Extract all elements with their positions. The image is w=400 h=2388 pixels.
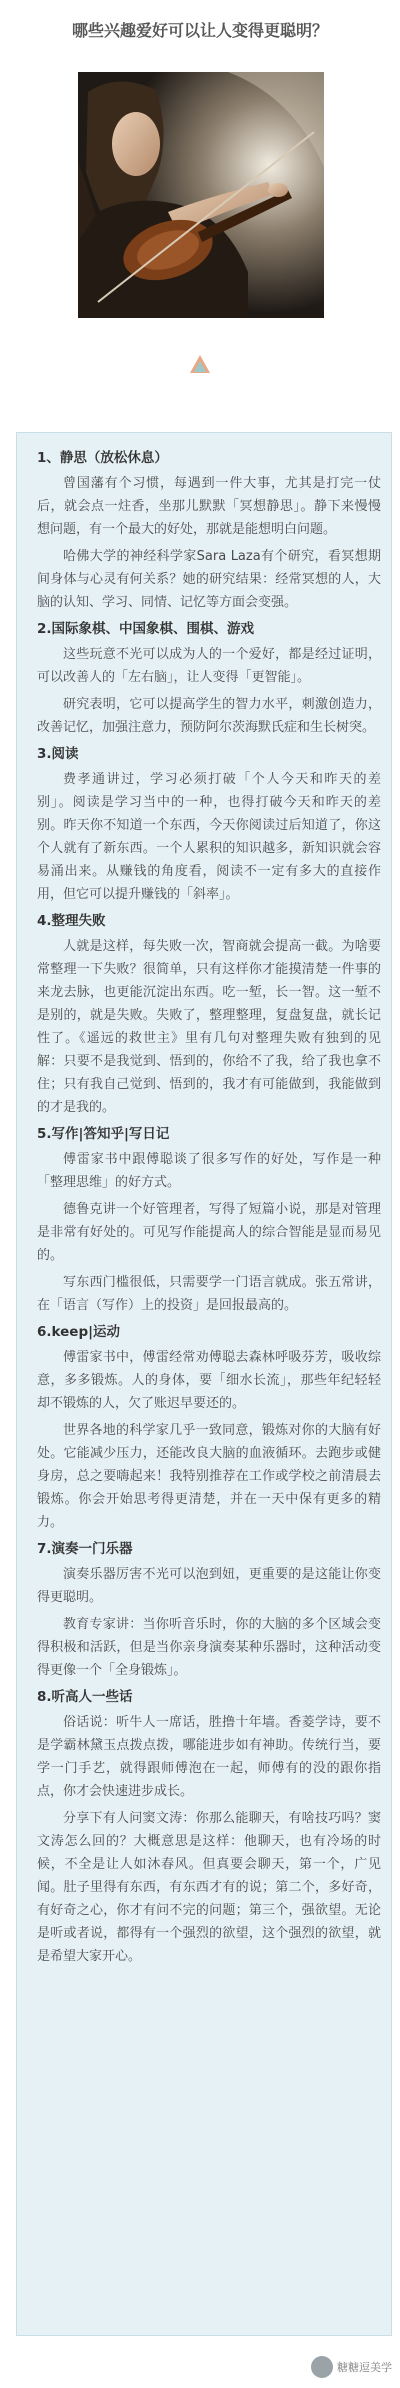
section-heading: 1、静思（放松休息） (37, 450, 168, 466)
section-paragraph: 写东西门槛很低，只需要学一门语言就成。张五常讲，在「语言（写作）上的投资」是回报最高的。 (37, 1275, 381, 1313)
section-reading (37, 743, 381, 906)
section-paragraph: 研究表明，它可以提高学生的智力水平，刺激创造力，改善记忆，加强注意力，预防阿尔茨海默氏症和生长树突。 (37, 697, 381, 735)
section-paragraph: 分享下有人问窦文涛：你那么能聊天，有啥技巧吗？窦文涛怎么回的？大概意思是这样：他聊天，也有冷场的时候，不全是让人如沐春风。但真要会聊天，第一个，广见闻。肚子里得有东西，有东西才有的说；第二个，多好奇，有好奇之心，你才有问不完的问题；第三个，强欲望。无论是听或者说，都得有一个强烈的欲望，这个强烈的欲望，就是希望大家开心。 (37, 1811, 381, 1964)
content-card (16, 432, 392, 2336)
wechat-logo-icon (311, 2356, 333, 2378)
section-paragraph: 这些玩意不光可以成为人的一个爱好，都是经过证明，可以改善人的「左右脑」，让人变得「更智能」。 (37, 647, 381, 685)
section-paragraph: 人就是这样，每失败一次，智商就会提高一截。为啥要常整理一下失败？很简单，只有这样你才能摸清楚一件事的来龙去脉，也更能沉淀出东西。吃一堑，长一智。这一堑不是别的，就是失败。失败了，整理整理，复盘复盘，就长记性了。《遥远的救世主》里有几句对整理失败有独到的见解：只要不是我觉到、悟到的，你给不了我，给了我也拿不住；只有我自己觉到、悟到的，我才有可能做到，我能做到的才是我的。 (37, 939, 381, 1115)
section-paragraph: 俗话说：听牛人一席话，胜撸十年墙。香菱学诗，要不是学霸林黛玉点拨点拨，哪能进步如有神助。传统行当，要学一门手艺，就得跟师傅泡在一起，师傅有的没的跟你指点，你才会快速进步成长。 (37, 1715, 381, 1799)
watermark (311, 2356, 392, 2378)
section-paragraph: 世界各地的科学家几乎一致同意，锻炼对你的大脑有好处。它能减少压力，还能改良大脑的血液循环。去跑步或健身房，总之要嗨起来！我特别推荐在工作或学校之前清晨去锻炼。你会开始思考得更清楚，并在一天中保有更多的精力。 (37, 1423, 381, 1530)
section-heading: 7.演奏一门乐器 (37, 1541, 133, 1557)
violinist-photo (78, 72, 324, 318)
section-heading: 8.听高人一些话 (37, 1689, 133, 1705)
page-title: 哪些兴趣爱好可以让人变得更聪明？ (71, 21, 328, 40)
triangle-ornament-icon (0, 354, 400, 384)
section-writing (37, 1123, 381, 1317)
section-heading: 2.国际象棋、中国象棋、围棋、游戏 (37, 621, 255, 637)
section-heading: 5.写作|答知乎|写日记 (37, 1126, 170, 1142)
section-paragraph: 哈佛大学的神经科学家Sara Laza有个研究，看冥想期间身体与心灵有何关系？她的研究结果：经常冥想的人，大脑的认知、学习、同情、记忆等方面会变强。 (37, 549, 381, 610)
section-review-failure (37, 910, 381, 1119)
section-paragraph: 费孝通讲过，学习必须打破「个人今天和昨天的差别」。阅读是学习当中的一种，也得打破今天和昨天的差别。昨天你不知道一个东西，今天你阅读过后知道了，你这个人就有了新东西。一个人累积的知识越多，新知识就会容易涌出来。从赚钱的角度看，阅读不一定有多大的直接作用，但它可以提升赚钱的「斜率」。 (37, 772, 381, 902)
section-chess (37, 618, 381, 739)
section-paragraph: 傅雷家书中跟傅聪谈了很多写作的好处，写作是一种「整理思维」的好方式。 (37, 1152, 381, 1190)
section-paragraph: 傅雷家书中，傅雷经常劝傅聪去森林呼吸芬芳，吸收综意，多多锻炼。人的身体，要「细水长流」，那些年纪轻轻却不锻炼的人，欠了账迟早要还的。 (37, 1350, 381, 1411)
watermark-text: 糖糖逗美学 (337, 2361, 392, 2374)
section-meditation (37, 447, 381, 614)
section-instrument (37, 1538, 381, 1682)
section-exercise (37, 1321, 381, 1534)
section-heading: 6.keep|运动 (37, 1324, 121, 1340)
section-listen-experts (37, 1686, 381, 1968)
section-paragraph: 演奏乐器厉害不光可以泡到妞，更重要的是这能让你变得更聪明。 (37, 1567, 381, 1605)
section-heading: 3.阅读 (37, 746, 79, 762)
section-paragraph: 曾国藩有个习惯，每遇到一件大事，尤其是打完一仗后，就会点一炷香，坐那儿默默「冥想静思」。静下来慢慢想问题，有一个最大的好处，那就是能想明白问题。 (37, 476, 381, 537)
section-paragraph: 教育专家讲：当你听音乐时，你的大脑的多个区域会变得积极和活跃，但是当你亲身演奏某种乐器时，这种活动变得更像一个「全身锻炼」。 (37, 1617, 381, 1678)
section-heading: 4.整理失败 (37, 913, 106, 929)
section-paragraph: 德鲁克讲一个好管理者，写得了短篇小说，那是对管理是非常有好处的。可见写作能提高人的综合智能是显而易见的。 (37, 1202, 381, 1263)
